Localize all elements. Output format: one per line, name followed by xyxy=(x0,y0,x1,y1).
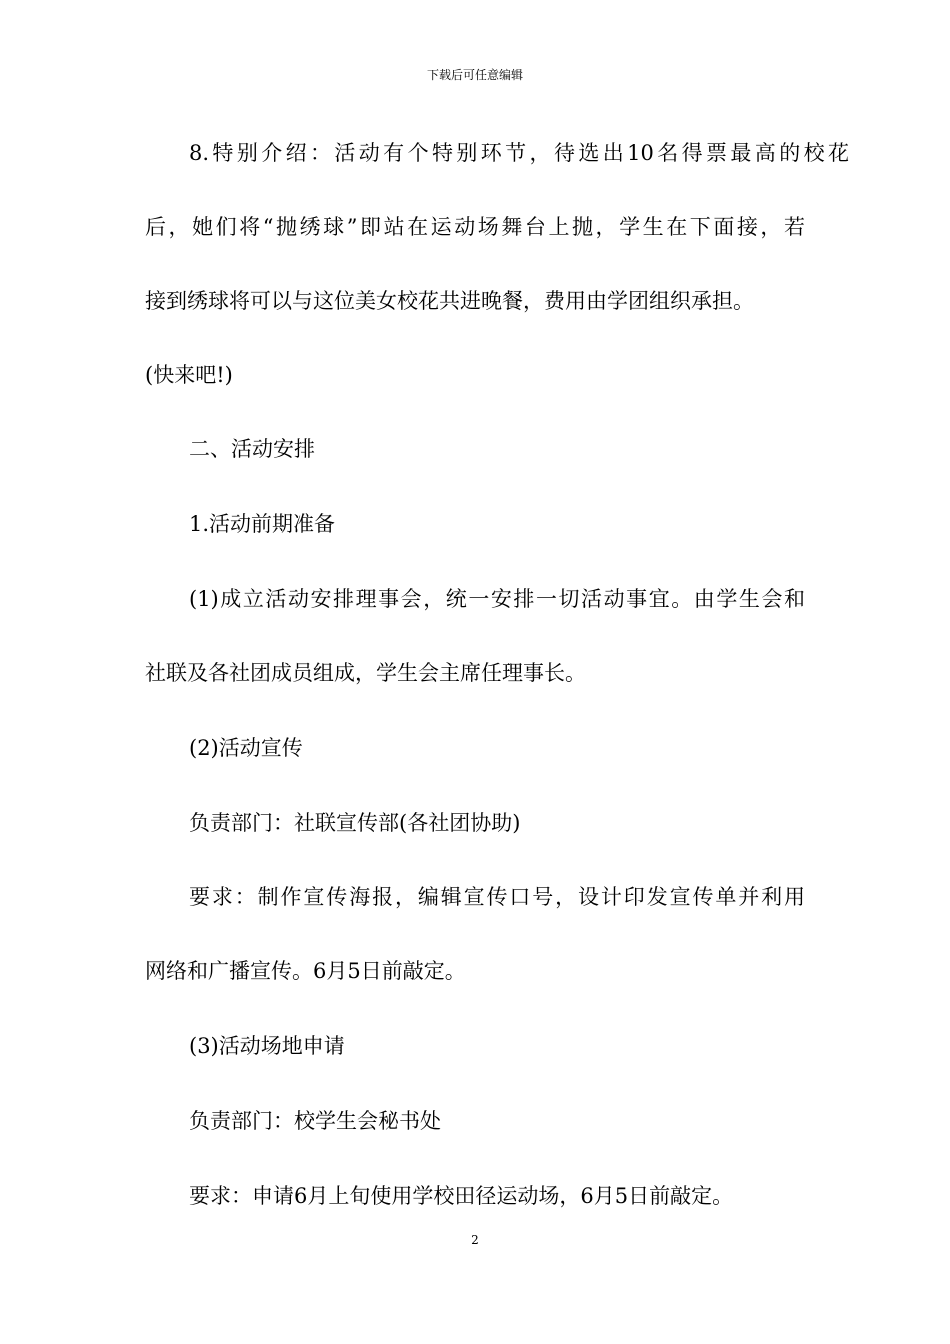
paragraph-line-4: (快来吧!) xyxy=(145,363,233,387)
page-number: 2 xyxy=(471,1233,479,1247)
paragraph-line-8: 社联及各社团成员组成，学生会主席任理事长。 xyxy=(145,661,586,685)
paragraph-line-15: 要求：申请6月上旬使用学校田径运动场，6月5日前敲定。 xyxy=(189,1184,734,1208)
page-header: 下载后可任意编辑 xyxy=(426,68,523,82)
paragraph-line-11: 要求：制作宣传海报，编辑宣传口号，设计印发宣传单并利用 xyxy=(189,885,805,909)
subsection-heading: 1.活动前期准备 xyxy=(189,512,336,536)
paragraph-line-1: 8.特别介绍：活动有个特别环节，待选出10名得票最高的校花 xyxy=(189,141,849,165)
item-heading-3: (3)活动场地申请 xyxy=(189,1034,345,1058)
paragraph-line-10: 负责部门：社联宣传部(各社团协助) xyxy=(189,811,521,835)
paragraph-line-14: 负责部门：校学生会秘书处 xyxy=(189,1109,441,1133)
section-heading: 二、活动安排 xyxy=(189,437,315,461)
paragraph-line-7: (1)成立活动安排理事会，统一安排一切活动事宜。由学生会和 xyxy=(189,587,805,611)
paragraph-line-2: 后，她们将“抛绣球”即站在运动场舞台上抛，学生在下面接，若 xyxy=(145,215,805,239)
paragraph-line-12: 网络和广播宣传。6月5日前敲定。 xyxy=(145,959,466,983)
paragraph-line-3: 接到绣球将可以与这位美女校花共进晚餐，费用由学团组织承担。 xyxy=(145,289,754,313)
item-heading-2: (2)活动宣传 xyxy=(189,736,303,760)
